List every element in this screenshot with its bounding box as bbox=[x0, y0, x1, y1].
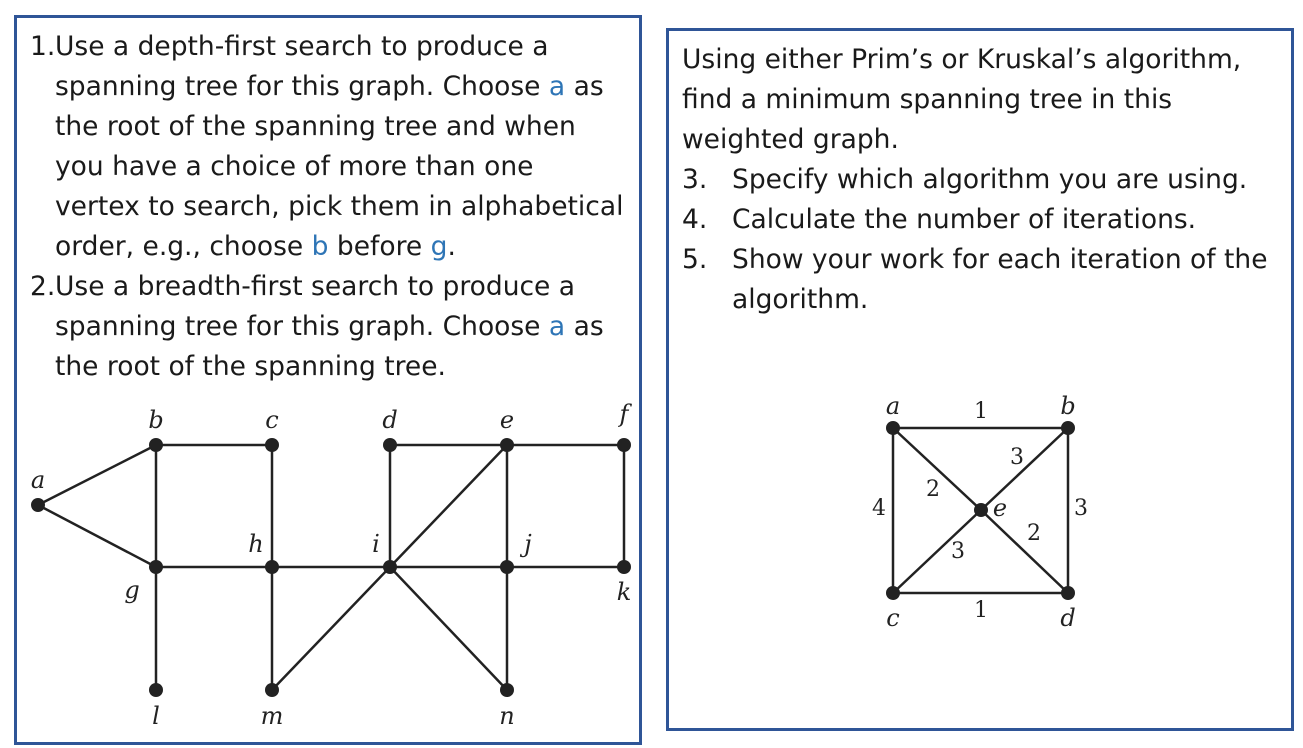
q2-line-1: Use a breadth-first search to produce a bbox=[55, 271, 576, 302]
weighted-vertex-label-b: b bbox=[1060, 392, 1076, 420]
weighted-edge-c-e bbox=[893, 510, 981, 593]
vertex-d bbox=[383, 438, 397, 452]
weighted-vertex-label-d: d bbox=[1060, 604, 1076, 632]
vertex-label-c: c bbox=[265, 406, 279, 434]
vertex-label-k: k bbox=[616, 578, 632, 606]
edge-weight-b-e: 3 bbox=[1010, 445, 1024, 470]
edge-i-n bbox=[390, 567, 507, 690]
vertex-label-e: e bbox=[499, 406, 515, 434]
edge-i-m bbox=[272, 567, 390, 690]
vertex-l bbox=[149, 683, 163, 697]
edge-weight-d-e: 2 bbox=[1027, 521, 1041, 546]
intro-line-2: find a minimum spanning tree in this bbox=[682, 84, 1173, 115]
vertex-c bbox=[265, 438, 279, 452]
item-3-text: Specify which algorithm you are using. bbox=[732, 164, 1248, 195]
weighted-vertex-label-c: c bbox=[886, 604, 900, 632]
vertex-label-m: m bbox=[260, 702, 284, 730]
vertex-g bbox=[149, 560, 163, 574]
q2-line-2: spanning tree for this graph. Choose a as bbox=[55, 311, 604, 342]
vertex-m bbox=[265, 683, 279, 697]
item-3-number: 3. bbox=[682, 164, 708, 195]
item-4-text: Calculate the number of iterations. bbox=[732, 204, 1197, 235]
weighted-vertex-a bbox=[886, 421, 900, 435]
vertex-e bbox=[500, 438, 514, 452]
vertex-a bbox=[31, 498, 45, 512]
vertex-label-n: n bbox=[499, 702, 515, 730]
weighted-vertex-c bbox=[886, 586, 900, 600]
vertex-label-g: g bbox=[124, 576, 140, 604]
vertex-label-b: b bbox=[148, 406, 164, 434]
q1-line-6: order, e.g., choose b before g. bbox=[55, 231, 456, 262]
q1-line-2: spanning tree for this graph. Choose a as bbox=[55, 71, 604, 102]
item-5-text-cont: algorithm. bbox=[732, 284, 869, 315]
vertex-label-h: h bbox=[248, 530, 264, 558]
vertex-k bbox=[617, 560, 631, 574]
weighted-vertex-d bbox=[1061, 586, 1075, 600]
q1-line-3: the root of the spanning tree and when bbox=[55, 111, 576, 142]
vertex-f bbox=[617, 438, 631, 452]
vertex-h bbox=[265, 560, 279, 574]
weighted-vertex-label-e: e bbox=[992, 494, 1008, 522]
edge-e-i bbox=[390, 445, 507, 567]
vertex-label-j: j bbox=[524, 530, 532, 558]
weighted-vertex-label-a: a bbox=[885, 392, 901, 420]
item-5-number: 5. bbox=[682, 244, 708, 275]
edge-weight-a-c: 4 bbox=[872, 496, 886, 521]
vertex-label-i: i bbox=[372, 530, 380, 558]
vertex-label-l: l bbox=[152, 702, 160, 730]
q1-number: 1. bbox=[30, 31, 56, 62]
edge-weight-b-d: 3 bbox=[1074, 496, 1088, 521]
edge-a-b bbox=[38, 445, 156, 505]
vertex-n bbox=[500, 683, 514, 697]
q1-line-4: you have a choice of more than one bbox=[55, 151, 534, 182]
q2-line-3: the root of the spanning tree. bbox=[55, 351, 446, 382]
edge-weight-c-e: 3 bbox=[951, 539, 965, 564]
edge-weight-c-d: 1 bbox=[974, 598, 988, 623]
weighted-edge-d-e bbox=[981, 510, 1068, 593]
vertex-b bbox=[149, 438, 163, 452]
q1-line-1: Use a depth-first search to produce a bbox=[55, 31, 549, 62]
intro-line-3: weighted graph. bbox=[682, 124, 899, 155]
vertex-i bbox=[383, 560, 397, 574]
edge-weight-a-e: 2 bbox=[926, 477, 940, 502]
weighted-vertex-e bbox=[974, 503, 988, 517]
vertex-j bbox=[500, 560, 514, 574]
edge-weight-a-b: 1 bbox=[974, 399, 988, 424]
q2-number: 2. bbox=[30, 271, 56, 302]
edge-a-g bbox=[38, 505, 156, 567]
item-4-number: 4. bbox=[682, 204, 708, 235]
weighted-vertex-b bbox=[1061, 421, 1075, 435]
vertex-label-a: a bbox=[30, 466, 46, 494]
vertex-label-d: d bbox=[382, 406, 398, 434]
q1-line-5: vertex to search, pick them in alphabetical bbox=[55, 191, 624, 222]
intro-line-1: Using either Prim’s or Kruskal’s algorithm, bbox=[682, 44, 1242, 75]
vertex-label-f: f bbox=[619, 400, 629, 428]
item-5-text: Show your work for each iteration of the bbox=[732, 244, 1268, 275]
